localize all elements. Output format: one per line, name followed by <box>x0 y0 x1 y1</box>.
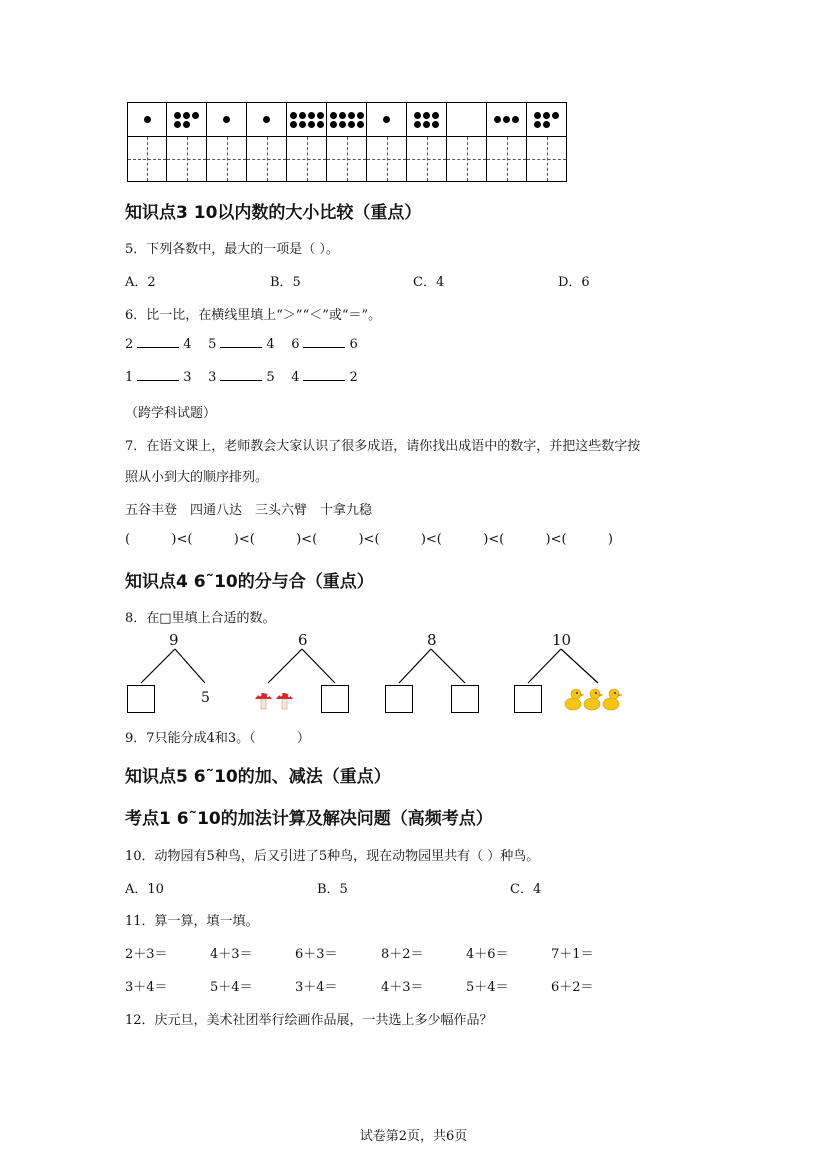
q11-expr[interactable]: 4＋6＝ <box>466 947 509 962</box>
dot-cell <box>207 102 247 137</box>
dot <box>543 112 550 119</box>
dot <box>223 116 230 123</box>
q6-num: 6 <box>291 337 300 352</box>
q7-order-chain[interactable]: ( )<( )<( )<( )<( )<( )<( )<( ) <box>125 532 613 547</box>
dot-group <box>144 116 151 123</box>
q11-expr[interactable]: 7＋1＝ <box>551 947 594 962</box>
dot <box>383 116 390 123</box>
tree-4-left-box[interactable] <box>514 685 542 713</box>
writing-cell[interactable] <box>167 137 207 182</box>
guide-line-v <box>267 137 268 181</box>
dot-group <box>330 112 364 128</box>
dot <box>432 112 439 119</box>
q5-option-d[interactable]: D．6 <box>558 275 590 290</box>
question-8-stem: 8．在□里填上合适的数。 <box>125 611 276 626</box>
dot <box>423 121 430 128</box>
dot <box>339 121 346 128</box>
dot-cell <box>487 102 527 137</box>
dot-group <box>174 112 199 128</box>
dot-cell <box>527 102 567 137</box>
dot <box>348 112 355 119</box>
tree-3-left-box[interactable] <box>385 685 413 713</box>
writing-cell[interactable] <box>247 137 287 182</box>
writing-cell[interactable] <box>407 137 447 182</box>
dot <box>534 112 541 119</box>
q11-expr[interactable]: 3＋4＝ <box>295 980 338 995</box>
tree-1-branches <box>125 645 225 690</box>
dot <box>299 121 306 128</box>
question-11-stem: 11．算一算，填一填。 <box>125 914 259 929</box>
guide-line-v <box>147 137 148 181</box>
q6-num: 2 <box>125 337 134 352</box>
tree-4-branches <box>512 645 622 690</box>
writing-cell[interactable] <box>447 137 487 182</box>
writing-cell[interactable] <box>527 137 567 182</box>
dot <box>263 116 270 123</box>
q6-num: 4 <box>266 337 275 352</box>
tree-3-branches <box>383 645 483 690</box>
dot <box>534 121 541 128</box>
dot <box>192 112 199 119</box>
dot <box>290 112 297 119</box>
q5-option-a[interactable]: A．2 <box>125 275 156 290</box>
writing-cell[interactable] <box>487 137 527 182</box>
writing-cell[interactable] <box>287 137 327 182</box>
section-heading-kp4: 知识点4 6˜10的分与合（重点） <box>125 572 374 592</box>
q11-expr[interactable]: 6＋2＝ <box>551 980 594 995</box>
dot-cell <box>247 102 287 137</box>
dot-cell <box>407 102 447 137</box>
section-heading-kp3: 知识点3 10以内数的大小比较（重点） <box>125 203 422 223</box>
q11-expr[interactable]: 4＋3＝ <box>381 980 424 995</box>
tree-1-right-number: 5 <box>201 690 210 706</box>
compare-blank[interactable] <box>137 380 179 381</box>
dot-cell <box>367 102 407 137</box>
dot <box>503 116 510 123</box>
tree-4-top-number: 10 <box>552 631 572 649</box>
guide-line-v <box>467 137 468 181</box>
guide-line-v <box>387 137 388 181</box>
writing-grid-row <box>127 137 567 182</box>
dot-row <box>127 102 567 137</box>
q6-num: 4 <box>291 370 300 385</box>
dot <box>552 112 559 119</box>
dot <box>330 121 337 128</box>
dot <box>512 116 519 123</box>
question-7-stem-line2: 照从小到大的顺序排列。 <box>125 470 269 485</box>
dot-group <box>534 112 559 128</box>
dot-cell <box>287 102 327 137</box>
question-6-stem: 6．比一比，在横线里填上“＞”“＜”或“＝”。 <box>125 308 382 323</box>
dot-group <box>383 116 390 123</box>
q5-option-c[interactable]: C．4 <box>413 275 445 290</box>
q11-expr[interactable]: 8＋2＝ <box>381 947 424 962</box>
q10-option-b[interactable]: B．5 <box>317 882 348 897</box>
question-5-stem: 5．下列各数中，最大的一项是（ ）。 <box>125 242 339 257</box>
q11-expr[interactable]: 3＋4＝ <box>125 980 168 995</box>
guide-line-v <box>227 137 228 181</box>
guide-line-v <box>547 137 548 181</box>
q10-option-a[interactable]: A．10 <box>125 882 164 897</box>
dot <box>543 121 550 128</box>
tree-2-right-box[interactable] <box>321 685 349 713</box>
question-12-stem: 12．庆元旦，美术社团举行绘画作品展，一共选上多少幅作品？ <box>125 1013 493 1028</box>
dot <box>290 121 297 128</box>
q6-num: 3 <box>183 370 192 385</box>
compare-blank[interactable] <box>220 380 262 381</box>
dot <box>317 112 324 119</box>
q6-num: 4 <box>183 337 192 352</box>
writing-cell[interactable] <box>327 137 367 182</box>
guide-line-v <box>347 137 348 181</box>
guide-line-v <box>187 137 188 181</box>
compare-blank[interactable] <box>137 347 179 348</box>
dot-table <box>127 102 567 182</box>
dot-group <box>494 116 519 123</box>
q11-expr[interactable]: 6＋3＝ <box>295 947 338 962</box>
writing-cell[interactable] <box>367 137 407 182</box>
section-heading-kd1: 考点1 6˜10的加法计算及解决问题（高频考点） <box>125 809 493 829</box>
dot-cell <box>327 102 367 137</box>
q7-idioms: 五谷丰登 四通八达 三头六臂 十拿九稳 <box>125 503 373 518</box>
q11-expr[interactable]: 5＋4＝ <box>210 980 253 995</box>
dot <box>183 121 190 128</box>
dot <box>330 112 337 119</box>
question-7-stem-line1: 7．在语文课上，老师教会大家认识了很多成语，请你找出成语中的数字，并把这些数字按 <box>125 439 641 454</box>
dot <box>357 121 364 128</box>
cross-subject-tag: （跨学科试题） <box>125 406 217 421</box>
dot <box>494 116 501 123</box>
compare-blank[interactable] <box>220 347 262 348</box>
guide-line-v <box>427 137 428 181</box>
dot <box>299 112 306 119</box>
q10-option-c[interactable]: C．4 <box>510 882 542 897</box>
dot <box>144 116 151 123</box>
tree-1-top-number: 9 <box>169 631 179 649</box>
dot-group <box>414 112 439 128</box>
dot-cell <box>167 102 207 137</box>
q6-row-1 <box>125 337 358 352</box>
tree-3-right-box[interactable] <box>451 685 479 713</box>
writing-cell[interactable] <box>207 137 247 182</box>
compare-blank[interactable] <box>303 380 345 381</box>
tree-2-top-number: 6 <box>298 631 308 649</box>
guide-line-v <box>307 137 308 181</box>
dot <box>339 112 346 119</box>
page-footer: 试卷第2页，共6页 <box>359 1129 468 1144</box>
dot <box>317 121 324 128</box>
mushroom-icon <box>252 687 298 713</box>
question-9-stem[interactable]: 9．7只能分成4和3。（ ） <box>125 731 310 746</box>
dot-group <box>263 116 270 123</box>
section-heading-kp5: 知识点5 6˜10的加、减法（重点） <box>125 767 391 787</box>
question-10-stem: 10．动物园有5种鸟，后又引进了5种鸟，现在动物园里共有（ ）种鸟。 <box>125 849 540 864</box>
guide-line-v <box>507 137 508 181</box>
q6-num: 5 <box>208 337 217 352</box>
q11-expr[interactable]: 2＋3＝ <box>125 947 168 962</box>
compare-blank[interactable] <box>303 347 345 348</box>
q5-option-b[interactable]: B．5 <box>270 275 301 290</box>
tree-2-branches <box>253 645 353 690</box>
dot <box>432 121 439 128</box>
dot <box>308 121 315 128</box>
q11-expr[interactable]: 4＋3＝ <box>210 947 253 962</box>
dot-group <box>223 116 230 123</box>
dot <box>308 112 315 119</box>
dot-cell <box>127 102 167 137</box>
dot <box>414 112 421 119</box>
q6-num: 3 <box>208 370 217 385</box>
tree-1-left-box[interactable] <box>127 685 155 713</box>
q6-num: 6 <box>349 337 358 352</box>
q6-row-2 <box>125 370 358 385</box>
dot-group <box>290 112 324 128</box>
dot <box>174 121 181 128</box>
dot <box>423 112 430 119</box>
dot-cell <box>447 102 487 137</box>
dot <box>174 112 181 119</box>
dot <box>414 121 421 128</box>
q11-expr[interactable]: 5＋4＝ <box>466 980 509 995</box>
dot <box>357 112 364 119</box>
duck-icon <box>564 685 626 713</box>
q6-num: 5 <box>266 370 275 385</box>
dot <box>183 112 190 119</box>
dot <box>348 121 355 128</box>
q6-num: 1 <box>125 370 134 385</box>
writing-cell[interactable] <box>127 137 167 182</box>
tree-3-top-number: 8 <box>427 631 437 649</box>
q6-num: 2 <box>349 370 358 385</box>
